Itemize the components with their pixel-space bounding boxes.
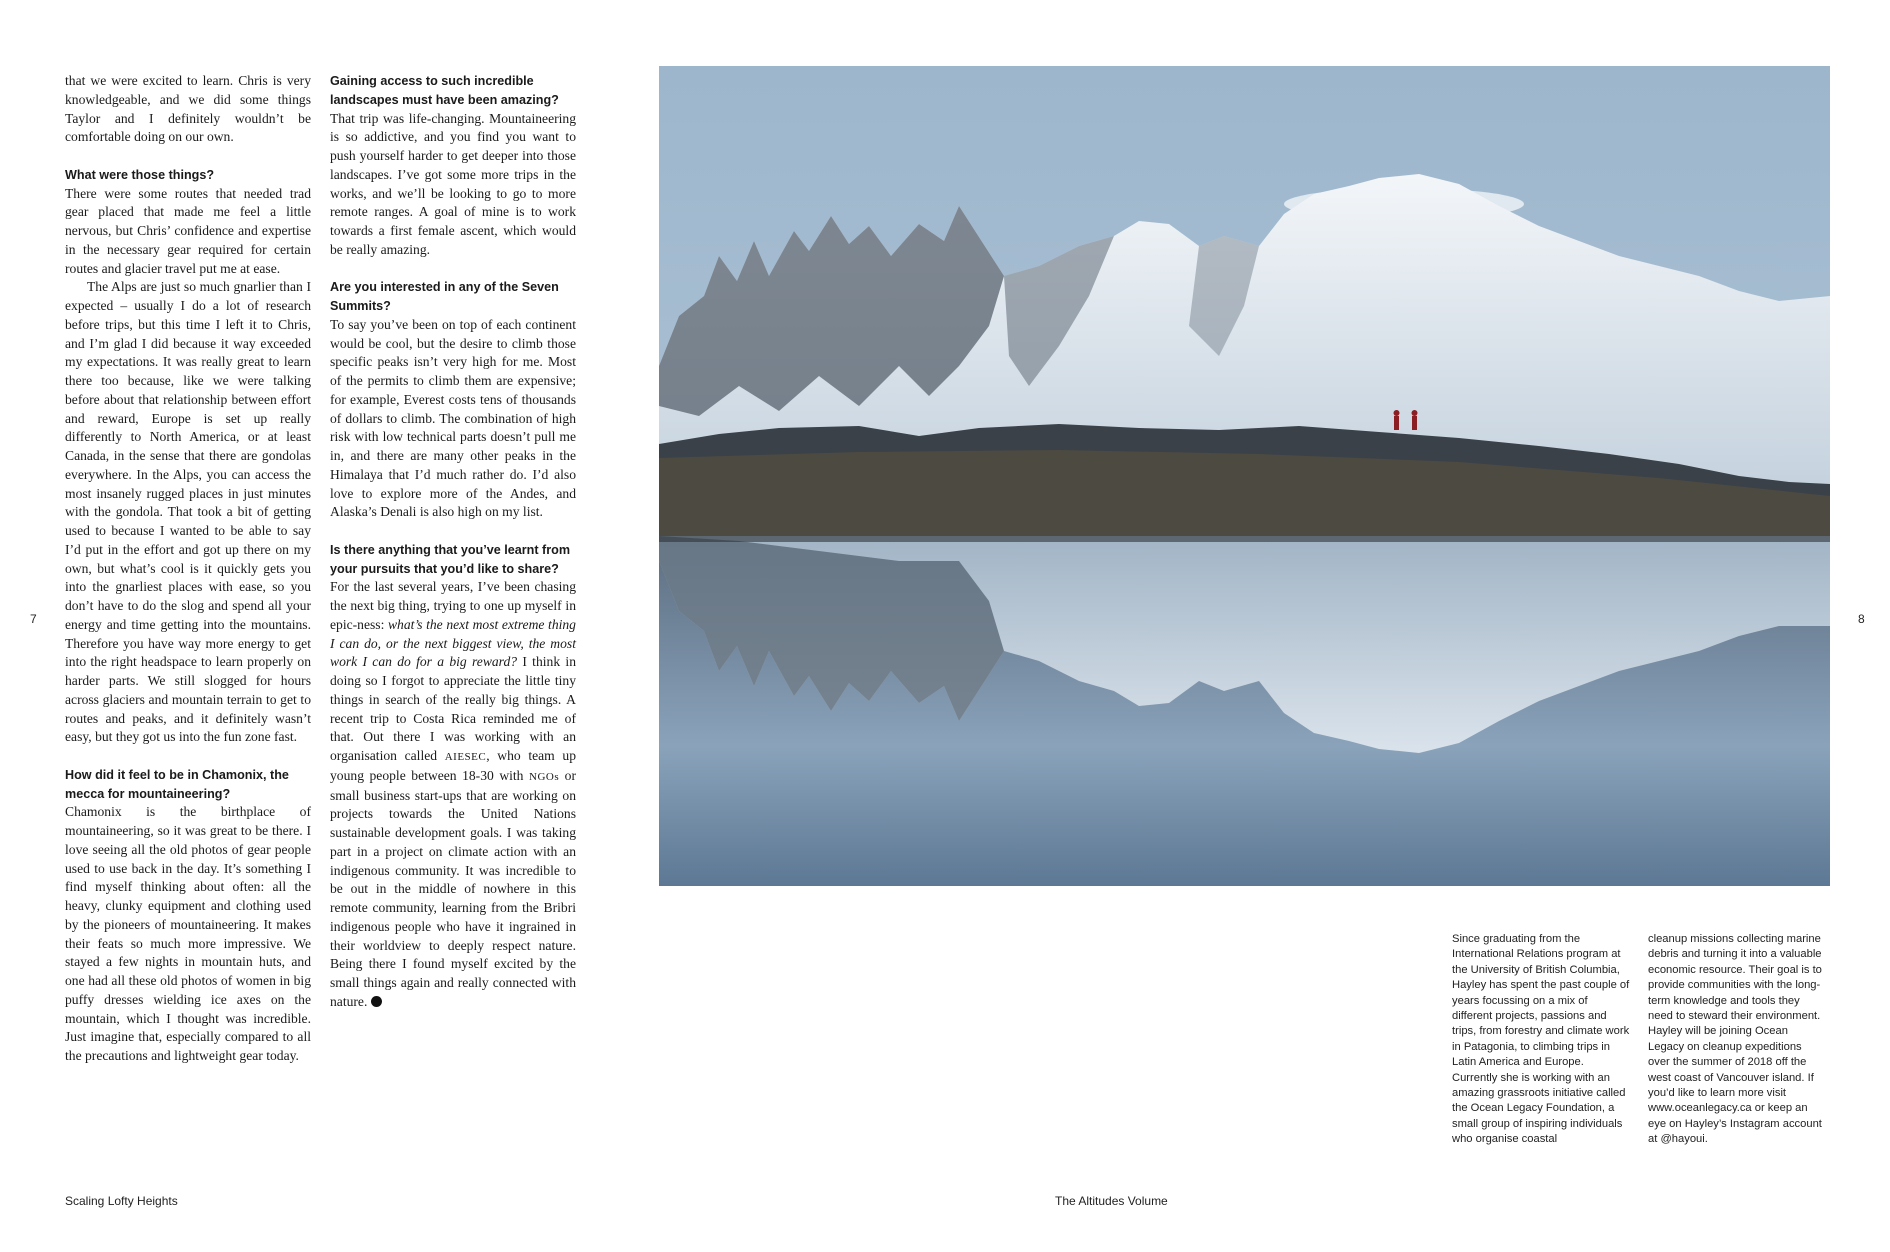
answer-paragraph: Chamonix is the birthplace of mountaineering, so it was great to be there. I love seeing all the old photos of gear people used to use back in the day. It’s something I find myself thinking about often: all the heavy, clunky equipment and clothing used by the pioneers of mountaineering. It makes their feats so much more impressive. We stayed a few nights in mountain huts, and one had all these old photos of women in big puffy dresses wielding ice axes on the mountain, which I thought was incredible. Just imagine that, especially compared to all the precautions and lightweight gear today. [65,804,311,1063]
answer-acronym: NGOs [529,770,560,783]
footer-article-title: Scaling Lofty Heights [65,1194,178,1208]
answer-text: , who team up young people between 18-30 with [330,748,576,783]
interview-question: Gaining access to such incredible landscapes must have been amazing? [330,74,559,107]
answer-text: For the last several years, I’ve been chasing the next big thing, trying to one up myself in epic-ness: [330,579,576,632]
end-mark-icon [371,996,382,1007]
answer-paragraph: that we were excited to learn. Chris is very knowledgeable, and we did some things Taylor and I definitely wouldn’t be comfortable doing on our own. [65,73,311,145]
answer-paragraph: There were some routes that needed trad gear placed that made me feel a little nervous, but Chris’ confidence and expertise in the necessary gear required for certain routes and glacier travel put me at ease. [65,185,311,276]
answer-text: or small business start-ups that are working on projects towards the United Nations sustainable development goals. I was taking part in a project on climate action with an indigenous community. It was incredible to be out in the middle of nowhere in this remote community, learning from the Bribri indigenous people who have it ingrained in their worldview to deeply respect nature. Being there I found myself excited by the small things again and really connected with nature. [330,767,576,1009]
interview-question: Are you interested in any of the Seven Summits? [330,280,559,313]
interview-question: What were those things? [65,167,215,182]
page-number-left: 7 [30,612,37,626]
bio-column-2: cleanup missions collecting marine debris and turning it into a valuable economic resource. Their goal is to provide communities with the long-term knowledge and tools they need to steward their environment. Hayley will be joining Ocean Legacy on cleanup expeditions over the summer of 2018 off the west coast of Vancouver island. If you’d like to learn more visit www.oceanlegacy.ca or keep an eye on Hayley’s Instagram account at @hayoui. [1648,933,1822,1146]
interview-column-1 [65,72,311,1066]
footer-volume-title: The Altitudes Volume [1055,1194,1168,1208]
answer-italic: what’s the next most extreme thing I can do, or the next biggest view, the most work I can do for a big reward? [330,616,576,670]
interview-question: How did it feel to be in Chamonix, the mecca for mountaineering? [65,767,289,801]
answer-paragraph: To say you’ve been on top of each continent would be cool, but the desire to climb those specific peaks isn’t very high for me. Most of the permits to climb them are expensive; for example, Everest costs tens of thousands of dollars to climb. The combination of high risk with low technical parts doesn’t pull me in, and there are many other peaks in the Himalaya that I’d much rather do. I’d also love to explore more of the Andes, and Alaska’s Denali is also high on my list. [330,316,576,520]
interview-column-2 [330,72,576,1012]
page-number-right: 8 [1858,612,1865,626]
answer-paragraph: The Alps are just so much gnarlier than I expected – usually I do a lot of research before trips, but this time I left it to Chris, and I’m glad I did because it way exceeded my expectations. It was really great to learn there too because, like we were talking before about that relationship between effort and reward, Europe is set up really differently to North America, or at least Canada, in the sense that there are gondolas everywhere. In the Alps, you can access the most insanely rugged places in just minutes with the gondola. That took a bit of getting used to because I wanted to be able to say I’d put in the effort and got up there on my own, but what’s cool is it quickly gets you into the gnarliest places with ease, so you don’t have to do the slog and spend all your energy and time getting into the mountains. Therefore you have way more energy to get into the right headspace to learn properly on harder parts. We still slogged for hours across glaciers and mountain terrain to get to routes and peaks, and it definitely wasn’t easy, but they got us into the fun zone fast. [65,279,311,745]
interview-question: Is there anything that you’ve learnt from your pursuits that you’d like to share? [330,542,571,576]
photo-illustration [659,66,1830,886]
answer-paragraph: That trip was life-changing. Mountaineering is so addictive, and you find you want to push yourself harder to get deeper into those landscapes. I’ve got some more trips in the works, and we’ll be looking to go to more remote ranges. A goal of mine is to work towards a first female ascent, which would be really amazing. [330,110,576,257]
mountain-lake-photo [659,66,1830,886]
answer-paragraph [330,578,576,1011]
bio-column-1: Since graduating from the International Relations program at the University of British Columbia, Hayley has spent the past couple of years focussing on a mix of different projects, passions and trips, from forestry and climate work in Patagonia, to climbing trips in Latin America and Europe. Currently she is working with an amazing grassroots initiative called the Ocean Legacy Foundation, a small group of inspiring individuals who organise coastal [1452,933,1630,1146]
answer-acronym: AIESEC [444,751,487,763]
answer-text: I think in doing so I forgot to appreciate the little tiny things in search of the really big things. A recent trip to Costa Rica reminded me of that. Out there I was working with an organisation called [330,654,576,763]
